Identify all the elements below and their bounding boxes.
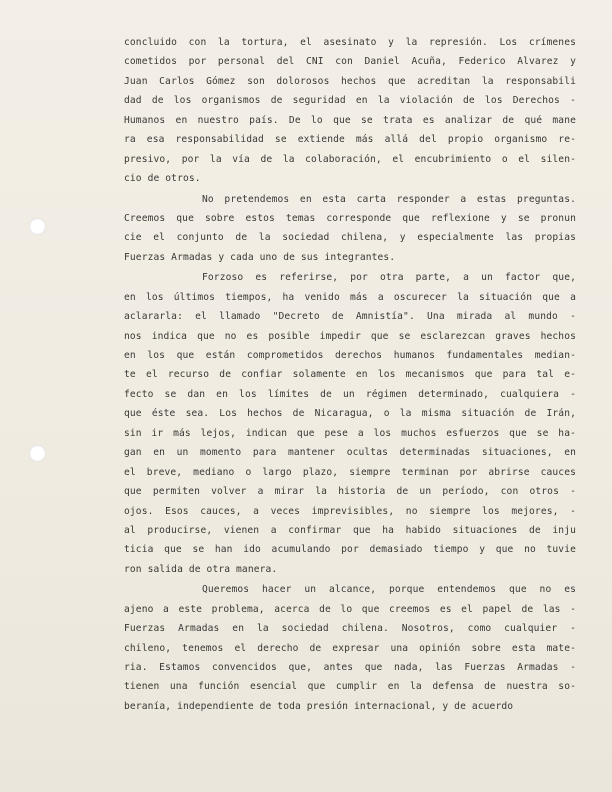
text-line: que permiten volver a mirar la historia de un período, con otros -	[124, 486, 576, 498]
text-line: aclararla: el llamado "Decreto de Amnistía". Una mirada al mundo -	[124, 311, 576, 323]
text-line: ron salida de otra manera.	[124, 563, 278, 575]
text-line: No pretendemos en esta carta responder a estas preguntas.	[202, 193, 576, 205]
text-line: ojos. Esos cauces, a veces imprevisibles, no siempre los mejores, -	[124, 505, 576, 517]
punch-hole	[29, 445, 46, 462]
text-line: Fuerzas Armadas y cada uno de sus integrantes.	[124, 251, 396, 263]
text-line: concluido con la tortura, el asesinato y la represión. Los crímenes	[124, 37, 576, 48]
text-line: Creemos que sobre estos temas corresponde que reflexione y se pronun	[124, 212, 576, 224]
text-line: presivo, por la vía de la colaboración, el encubrimiento o el silen-	[124, 153, 576, 165]
text-line: cometidos por personal del CNI con Daniel Acuña, Federico Alvarez y	[124, 56, 576, 68]
text-line: te el recurso de confiar solamente en los mecanismos que para tal e-	[124, 369, 576, 381]
text-line: el breve, mediano o largo plazo, siempre terminan por abrirse cauces	[124, 466, 576, 478]
text-line: beranía, independiente de toda presión internacional, y de acuerdo	[124, 700, 514, 712]
text-line: Humanos en nuestro país. De lo que se trata es analizar de qué mane	[124, 114, 576, 126]
text-line: gan en un momento para mantener ocultas determinadas situaciones, en	[124, 447, 576, 459]
text-line: sin ir más lejos, indican que pese a los muchos esfuerzos que se ha-	[124, 427, 576, 439]
text-line: tienen una función esencial que cumplir en la defensa de nuestra so-	[124, 681, 576, 693]
text-line: en los últimos tiempos, ha venido más a oscurecer la situación que a	[124, 291, 576, 303]
text-line: en los que están comprometidos derechos humanos fundamentales median-	[124, 350, 576, 361]
text-line: que éste sea. Los hechos de Nicaragua, o la misma situación de Irán,	[124, 408, 576, 420]
text-line: Fuerzas Armadas en la sociedad chilena. Nosotros, como cualquier -	[124, 623, 576, 635]
paragraph	[124, 33, 576, 189]
punch-hole	[29, 218, 46, 235]
text-line: nos indica que no es posible impedir que se esclarezcan graves hechos	[124, 330, 576, 342]
text-line: cio de otros.	[124, 173, 201, 185]
paragraph	[124, 190, 576, 268]
text-line: chileno, tenemos el derecho de expresar una opinión sobre esta mate-	[124, 642, 576, 654]
paragraph	[124, 580, 576, 716]
text-line: ria. Estamos convencidos que, antes que nada, las Fuerzas Armadas -	[124, 662, 576, 673]
text-line: al producirse, vienen a confirmar que ha habido situaciones de inju	[124, 524, 576, 536]
letter-body	[124, 33, 576, 716]
text-line: Juan Carlos Gómez son dolorosos hechos que acreditan la responsabili	[124, 75, 576, 87]
text-line: Forzoso es referirse, por otra parte, a un factor que,	[202, 272, 576, 284]
text-line: ajeno a este problema, acerca de lo que creemos es el papel de las -	[124, 603, 576, 615]
text-line: Queremos hacer un alcance, porque entendemos que no es	[202, 584, 576, 596]
text-line: dad de los organismos de seguridad en la violación de los Derechos -	[124, 95, 576, 107]
text-line: ticia que se han ido acumulando por demasiado tiempo y que no tuvie	[124, 544, 576, 556]
text-line: ra esa responsabilidad se extiende más allá del propio organismo re-	[124, 134, 576, 146]
text-line: fecto se dan en los límites de un régimen determinado, cualquiera -	[124, 388, 576, 400]
paragraph	[124, 268, 576, 579]
text-line: cie el conjunto de la sociedad chilena, y especialmente las propias	[124, 232, 576, 244]
